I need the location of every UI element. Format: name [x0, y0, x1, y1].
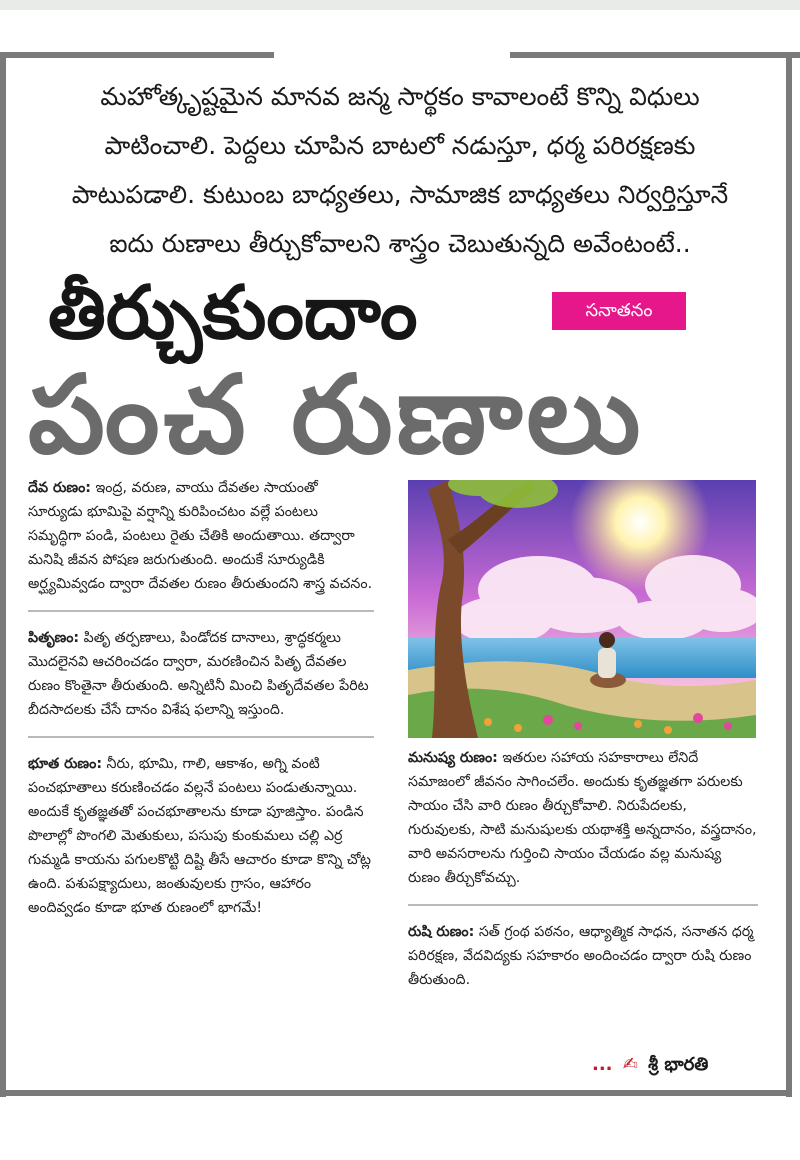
article-section	[408, 746, 758, 890]
intro-line: పాటుపడాలి. కుటుంబ బాధ్యతలు, సామాజిక బాధ్యతలు నిర్వర్తిస్తూనే	[71, 180, 729, 209]
frame-border-top-left	[0, 52, 274, 58]
pen-scribble-icon: ✍	[622, 1054, 638, 1075]
headline-line-1: తీర్చుకుందాం	[48, 270, 418, 356]
intro-paragraph	[20, 72, 780, 268]
left-column	[28, 476, 374, 920]
illustration-image	[408, 480, 756, 738]
top-strip	[0, 0, 800, 10]
article-section	[28, 476, 374, 596]
section-body: నీరు, భూమి, గాలి, ఆకాశం, అగ్ని వంటి పంచభూతాలు కరుణించడం వల్లనే పంటలు పండుతున్నాయి. అందుకే కృతజ్ఞతతో పంచభూతాలను కూడా పూజిస్తాం. పండిన పొలాల్లో పొంగలి మెతుకులు, పసుపు కుంకుమలు చల్లి ఎర్ర గుమ్మడి కాయను పగులకొట్టి దిష్టి తీసే ఆచారం కూడా కొన్ని చోట్ల ఉంది. పశుపక్ష్యాదులు, జంతువులకు గ్రాసం, ఆహారం అందివ్వడం కూడా భూత రుణంలో భాగమే!	[28, 756, 371, 916]
article-section	[28, 626, 374, 722]
article-section	[408, 920, 758, 992]
section-body: సత్ గ్రంథ పఠనం, ఆధ్యాత్మిక సాధన, సనాతన ధర్మ పరిరక్షణ, వేదవిద్యకు సహకారం అందించడం ద్వారా రుషి రుణం తీరుతుంది.	[408, 924, 754, 988]
section-heading: భూత రుణం:	[28, 756, 103, 772]
signature-dots: ...	[592, 1054, 613, 1075]
frame-border-left	[0, 52, 6, 1097]
section-heading: పితృణం:	[28, 630, 80, 646]
frame-border-bottom	[0, 1090, 792, 1096]
section-heading: దేవ రుణం:	[28, 480, 91, 496]
frame-border-right	[786, 52, 792, 1097]
article-section	[28, 752, 374, 920]
author-signature	[592, 1054, 708, 1079]
section-body: పితృ తర్పణాలు, పిండోదక దానాలు, శ్రాద్ధకర్మలు మొదలైనవి ఆచరించడం ద్వారా, మరణించిన పితృ దేవతల రుణం కొంతైనా తీరుతుంది. అన్నిటినీ మించి పితృదేవతల పేరిట బీదసాదలకు చేసే దానం విశేష ఫలాన్ని ఇస్తుంది.	[28, 630, 369, 718]
section-divider	[28, 610, 374, 612]
headline-line-2: పంచ రుణాలు	[28, 353, 645, 478]
intro-line: మహోత్కృష్టమైన మానవ జన్మ సార్థకం కావాలంటే కొన్ని విధులు	[100, 82, 700, 111]
intro-line: ఐదు రుణాలు తీర్చుకోవాలని శాస్త్రం చెబుతున్నది అవేంటంటే..	[109, 229, 691, 258]
section-divider	[408, 904, 758, 906]
section-body: ఇతరుల సహాయ సహకారాలు లేనిదే సమాజంలో జీవనం సాగించలేం. అందుకు కృతజ్ఞతగా పరులకు సాయం చేసి వారి రుణం తీర్చుకోవాలి. నిరుపేదలకు, గురువులకు, సాటి మనుషులకు యథాశక్తి అన్నదానం, వస్త్రదానం, వారి అవసరాలను గుర్తించి సాయం చేయడం వల్ల మనుష్య రుణం తీర్చుకోవచ్చు.	[408, 750, 757, 886]
right-column	[408, 746, 758, 992]
section-heading: రుషి రుణం:	[408, 924, 475, 940]
author-name: శ్రీ భారతి	[648, 1054, 709, 1075]
section-heading: మనుష్య రుణం:	[408, 750, 498, 766]
section-divider	[28, 736, 374, 738]
frame-border-top-right	[510, 52, 800, 58]
category-tag: సనాతనం	[552, 292, 686, 330]
section-body: ఇంద్ర, వరుణ, వాయు దేవతల సాయంతో సూర్యుడు భూమిపై వర్షాన్ని కురిపించటం వల్లే పంటలు సమృద్ధిగా పండి, పంటలు రైతు చేతికి అందుతాయి. తద్వారా మనిషి జీవన పోషణ జరుగుతుంది. అందుకే సూర్యుడికి అర్ఘ్యమివ్వడం ద్వారా దేవతల రుణం తీరుతుందని శాస్త్ర వచనం.	[28, 480, 373, 592]
intro-line: పాటించాలి. పెద్దలు చూపిన బాటలో నడుస్తూ, ధర్మ పరిరక్షణకు	[104, 131, 696, 160]
